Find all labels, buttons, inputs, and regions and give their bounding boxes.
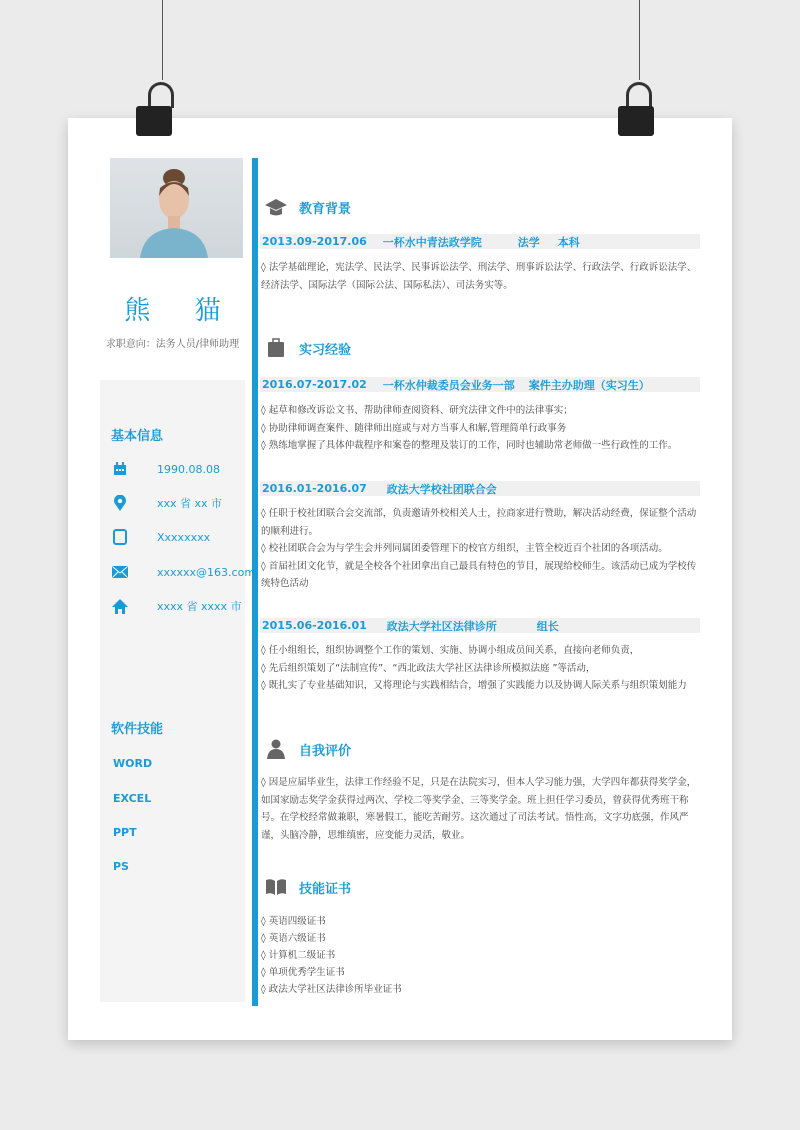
internship-section-header xyxy=(265,338,351,358)
detail-line: ◊ 任小组组长，组织协调整个工作的策划、实施、协调小组成员间关系，直接向老师负责， xyxy=(261,642,701,660)
education-section-header xyxy=(265,197,351,217)
entry-date: 2016.07-2017.02 xyxy=(262,378,367,391)
entry-date: 2015.06-2016.01 xyxy=(262,619,367,632)
location-pin-icon xyxy=(112,495,128,511)
entry-role: 组长 xyxy=(536,619,559,633)
candidate-name: 熊 猫 xyxy=(124,296,239,326)
section-title: 实习经验 xyxy=(299,342,352,358)
self-eval-text xyxy=(261,774,701,844)
graduation-cap-icon xyxy=(265,197,287,217)
briefcase-icon xyxy=(265,338,287,358)
info-text: xxxx 省 xxxx 市 xyxy=(157,600,242,613)
internship-entry-header xyxy=(260,618,700,633)
profile-photo xyxy=(110,158,243,258)
education-entry-header xyxy=(260,234,700,249)
entry-major: 法学 xyxy=(517,235,540,249)
self-eval-section-header xyxy=(265,739,351,759)
certificates-section-header xyxy=(265,877,351,897)
info-email xyxy=(112,564,255,580)
info-birthdate xyxy=(112,461,220,477)
section-title: 自我评价 xyxy=(299,743,352,759)
person-icon xyxy=(265,739,287,759)
detail-line: ◊ 法学基础理论，宪法学、民法学、民事诉讼法学、刑法学、刑事诉讼法学、行政法学、行政诉讼法学、经济法学、国际法学（国际公法、国际私法）、司法务实等。 xyxy=(261,259,701,294)
internship-details xyxy=(261,402,701,455)
skill-item: WORD xyxy=(113,757,153,770)
info-text: 1990.08.08 xyxy=(157,462,220,476)
certificate-item: ◊ 计算机二级证书 xyxy=(261,947,701,964)
calendar-icon xyxy=(112,461,128,477)
entry-org: 一杯水仲裁委员会业务一部 xyxy=(382,378,515,392)
person-portrait-icon xyxy=(110,158,243,258)
detail-line: ◊ 校社团联合会为与学生会并列同属团委管理下的校官方组织，主管全校近百个社团的各项活动。 xyxy=(261,540,701,558)
internship-entry-header xyxy=(260,377,700,392)
binder-clip-left xyxy=(136,106,172,136)
info-text: xxx 省 xx 市 xyxy=(157,497,223,510)
detail-line: ◊ 先后组织策划了“法制宣传”、“西北政法大学社区法律诊所模拟法庭 ”等活动， xyxy=(261,660,701,678)
info-text: xxxxxx@163.com xyxy=(157,565,256,579)
accent-divider xyxy=(252,158,258,1006)
certificate-item: ◊ 政法大学社区法律诊所毕业证书 xyxy=(261,981,701,998)
entry-org: 一杯水中青法政学院 xyxy=(382,235,482,249)
hanging-string xyxy=(639,0,640,80)
detail-line: ◊ 起草和修改诉讼文书、帮助律师查阅资料、研究法律文件中的法律事实； xyxy=(261,402,701,420)
certificate-item: ◊ 单项优秀学生证书 xyxy=(261,964,701,981)
job-intent: 求职意向：法务人员/律师助理 xyxy=(105,339,240,350)
hanging-string xyxy=(162,0,163,80)
info-phone xyxy=(112,529,210,545)
section-title: 技能证书 xyxy=(299,881,352,897)
detail-line: ◊ 因是应届毕业生，法律工作经验不足，只是在法院实习，但本人学习能力强，大学四年都获得奖学金，如国家励志奖学金获得过两次、学校二等奖学金、三等奖学金。班上担任学习委员，曾获得优秀班干称号。在学校经常做兼职，寒暑假工，能吃苦耐劳。这次通过了司法考试。悟性高，文字功底强，作风严谨，头脑冷静，思维缜密，应变能力灵活，敬业。 xyxy=(261,774,701,844)
entry-role: 案件主办助理（实习生） xyxy=(528,378,650,392)
skill-item: PS xyxy=(113,860,129,873)
info-location xyxy=(112,495,222,511)
skill-item: PPT xyxy=(113,826,137,839)
book-icon xyxy=(265,877,287,897)
internship-details xyxy=(261,642,701,695)
info-address xyxy=(112,598,242,614)
entry-date: 2016.01-2016.07 xyxy=(262,482,367,495)
basic-info-heading: 基本信息 xyxy=(111,429,164,444)
detail-line: ◊ 首届社团文化节，就是全校各个社团拿出自己最具有特色的节目，展现给校师生。该活动已成为学校传统特色活动 xyxy=(261,558,701,593)
certificates-list xyxy=(261,913,701,998)
mail-icon xyxy=(112,564,128,580)
education-details xyxy=(261,259,701,294)
info-text: Xxxxxxxx xyxy=(157,530,211,544)
tablet-icon xyxy=(112,529,128,545)
software-heading: 软件技能 xyxy=(111,722,164,737)
entry-org: 政法大学社区法律诊所 xyxy=(386,619,497,633)
entry-date: 2013.09-2017.06 xyxy=(262,235,367,248)
detail-line: ◊ 任职于校社团联合会交流部，负责邀请外校相关人士，拉商家进行赞助，解决活动经费，保证整个活动的顺利进行。 xyxy=(261,505,701,540)
certificate-item: ◊ 英语六级证书 xyxy=(261,930,701,947)
binder-clip-wire xyxy=(626,82,652,108)
internship-details xyxy=(261,505,701,593)
detail-line: ◊ 熟练地掌握了具体仲裁程序和案卷的整理及装订的工作，同时也辅助常老师做一些行政性的工作。 xyxy=(261,437,701,455)
certificate-item: ◊ 英语四级证书 xyxy=(261,913,701,930)
entry-org: 政法大学校社团联合会 xyxy=(386,482,497,496)
section-title: 教育背景 xyxy=(299,201,352,217)
binder-clip-right xyxy=(618,106,654,136)
binder-clip-wire xyxy=(148,82,174,108)
entry-degree: 本科 xyxy=(557,235,580,249)
home-icon xyxy=(112,598,128,614)
detail-line: ◊ 既扎实了专业基础知识，又将理论与实践相结合，增强了实践能力以及协调人际关系与组织策划能力 xyxy=(261,677,701,695)
detail-line: ◊ 协助律师调查案件、随律师出庭或与对方当事人和解,管理简单行政事务 xyxy=(261,420,701,438)
skill-item: EXCEL xyxy=(113,792,152,805)
internship-entry-header xyxy=(260,481,700,496)
